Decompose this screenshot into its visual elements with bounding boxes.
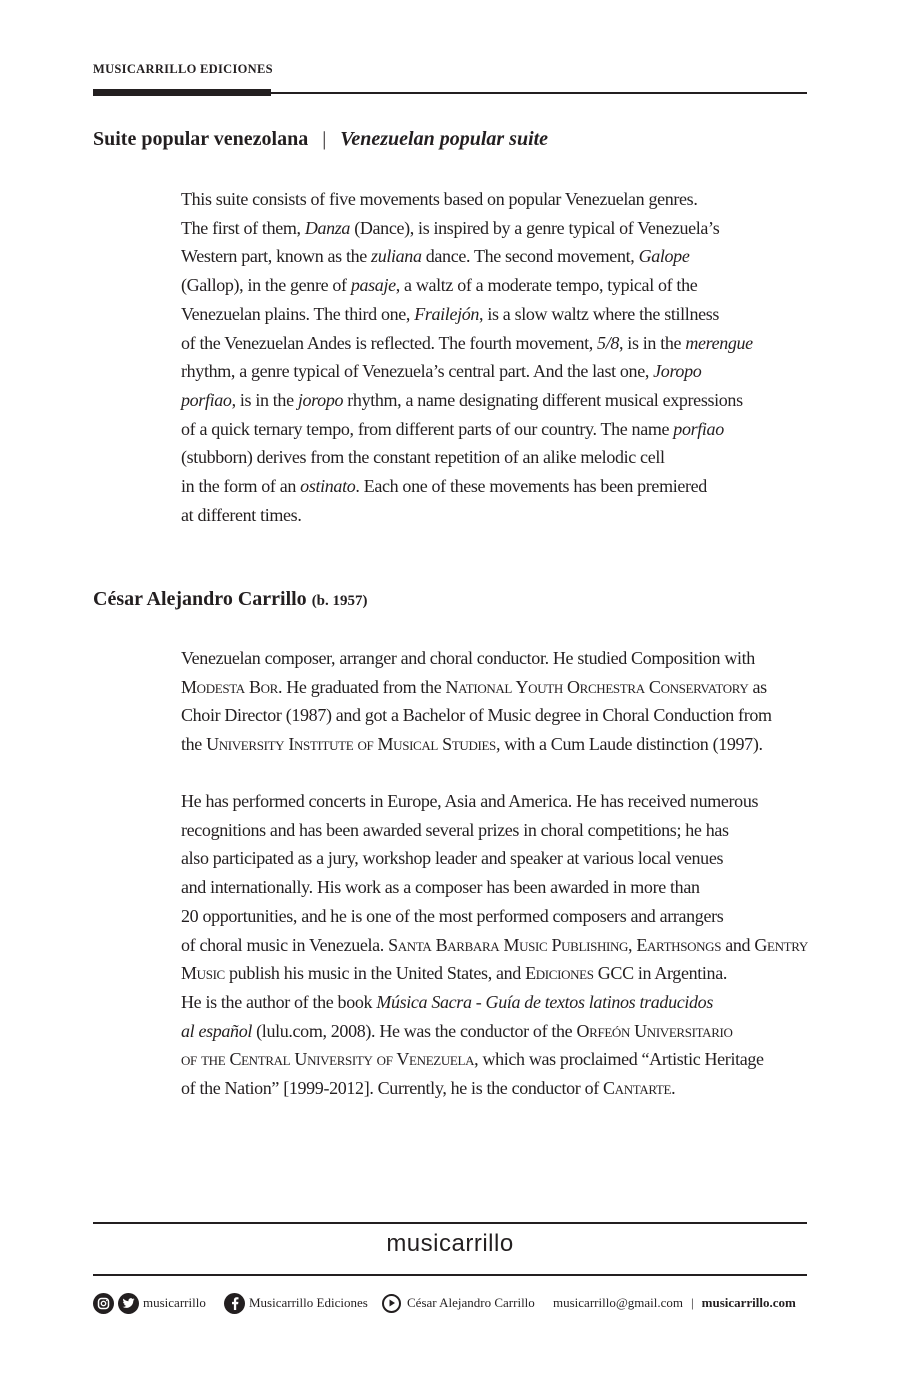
text-run: the: [181, 734, 207, 755]
italic-term: Danza: [304, 217, 351, 238]
title-separator: |: [322, 128, 327, 150]
youtube-group[interactable]: [382, 1291, 535, 1315]
footer-rule-top: [93, 1222, 807, 1224]
musicarrillo-logo: musicarrillo: [386, 1230, 514, 1257]
italic-term: zuliana: [371, 246, 422, 267]
text-run: at different times.: [181, 504, 302, 525]
small-caps-name: Music: [181, 963, 225, 984]
composer-name: César Alejandro Carrillo: [93, 588, 307, 610]
text-line: [181, 1045, 811, 1074]
italic-term: porfiao: [673, 418, 724, 439]
italic-term: 5/8: [597, 332, 619, 353]
text-run: The first of them,: [181, 217, 305, 238]
text-run: in the form of an: [181, 476, 301, 497]
text-run: (lulu.com, 2008). He was the conductor of the: [252, 1020, 577, 1041]
text-line: [181, 787, 811, 816]
footer-divider: |: [691, 1295, 694, 1310]
social-handle: musicarrillo: [143, 1295, 206, 1310]
small-caps-name: Orfeón Universitario: [576, 1020, 733, 1041]
text-run: recognitions and has been awarded several prizes in choral competitions; he has: [181, 819, 729, 840]
small-caps-name: Cantarte: [603, 1078, 672, 1099]
small-caps-name: Modesta Bor: [181, 676, 278, 697]
bio-paragraph-1: [181, 644, 811, 759]
composer-dates: (b. 1957): [311, 593, 368, 609]
italic-term: porfiao: [181, 389, 232, 410]
text-line: [181, 816, 811, 845]
text-line: [181, 673, 811, 702]
text-line: [181, 701, 811, 730]
text-line: [181, 415, 811, 444]
instagram-icon[interactable]: [93, 1293, 114, 1314]
facebook-icon[interactable]: [224, 1293, 245, 1314]
text-run: (stubborn) derives from the constant repetition of an alike melodic cell: [181, 447, 665, 468]
text-run: also participated as a jury, workshop leader and speaker at various local venues: [181, 848, 724, 869]
text-run: , is a slow waltz where the stillness: [479, 303, 720, 324]
twitter-icon[interactable]: [118, 1293, 139, 1314]
email-link[interactable]: musicarrillo@gmail.com: [553, 1295, 684, 1310]
text-line: [181, 214, 811, 243]
text-run: of the Venezuelan Andes is reflected. The fourth movement,: [181, 332, 598, 353]
title-spanish: Suite popular venezolana: [93, 128, 309, 150]
text-run: GCC in Argentina.: [593, 963, 727, 984]
text-run: Western part, known as the: [181, 246, 372, 267]
small-caps-name: Ediciones: [525, 963, 594, 984]
text-run: Venezuelan plains. The third one,: [181, 303, 415, 324]
text-line: [181, 300, 811, 329]
text-line: [181, 730, 811, 759]
text-run: , which was proclaimed “Artistic Heritage: [474, 1049, 764, 1070]
text-line: [181, 844, 811, 873]
suite-description: [181, 185, 811, 529]
text-run: . Each one of these movements has been premiered: [355, 476, 707, 497]
publisher-header: MUSICARRILLO EDICIONES: [93, 62, 273, 76]
social-handle-group[interactable]: [93, 1291, 206, 1315]
text-line: [181, 242, 811, 271]
composer-heading: [93, 588, 368, 611]
website-link[interactable]: musicarrillo.com: [701, 1295, 796, 1310]
text-run: Choir Director (1987) and got a Bachelor of Music degree in Choral Conduction from: [181, 705, 772, 726]
small-caps-name: National Youth Orchestra Conservatory: [445, 676, 749, 697]
text-run: , is in the: [619, 332, 686, 353]
text-line: [181, 644, 811, 673]
text-line: [181, 902, 811, 931]
composer-bio-1: [181, 644, 811, 759]
text-line: [181, 501, 811, 530]
text-line: [181, 959, 811, 988]
text-run: He is the author of the book: [181, 991, 377, 1012]
text-run: , with a Cum Laude distinction (1997).: [495, 734, 763, 755]
text-run: ,: [628, 934, 637, 955]
youtube-icon[interactable]: [382, 1294, 401, 1313]
text-run: of the Nation” [1999-2012]. Currently, he is the conductor of: [181, 1078, 604, 1099]
text-line: [181, 472, 811, 501]
title-english: Venezuelan popular suite: [340, 128, 549, 150]
italic-term: Galope: [638, 246, 690, 267]
footer-rule-bottom: [93, 1274, 807, 1276]
text-line: [181, 329, 811, 358]
small-caps-name: University Institute of Musical Studies: [206, 734, 496, 755]
facebook-name: Musicarrillo Ediciones: [249, 1295, 368, 1310]
text-run: publish his music in the United States, and: [224, 963, 526, 984]
text-run: rhythm, a name designating different musical expressions: [343, 389, 743, 410]
italic-term: Música Sacra - Guía de textos latinos traducidos: [376, 991, 713, 1012]
text-run: (Gallop), in the genre of: [181, 275, 351, 296]
facebook-group[interactable]: [224, 1291, 368, 1315]
contact-links: [553, 1291, 796, 1315]
text-line: [181, 931, 811, 960]
text-run: , is in the: [231, 389, 298, 410]
italic-term: ostinato: [300, 476, 356, 497]
text-run: 20 opportunities, and he is one of the most performed composers and arrangers: [181, 905, 724, 926]
text-run: rhythm, a genre typical of Venezuela’s central part. And the last one,: [181, 361, 654, 382]
text-line: [181, 1074, 811, 1103]
composer-bio-2: [181, 787, 811, 1103]
text-run: He has performed concerts in Europe, Asia and America. He has received numerous: [181, 791, 759, 811]
text-line: [181, 271, 811, 300]
text-run: as: [748, 676, 767, 697]
text-run: , a waltz of a moderate tempo, typical of the: [395, 275, 698, 296]
text-run: . He graduated from the: [277, 676, 446, 697]
bio-paragraph-2: [181, 787, 811, 1103]
text-run: of a quick ternary tempo, from different parts of our country. The name: [181, 418, 674, 439]
small-caps-name: Gentry: [754, 934, 808, 955]
small-caps-name: of the Central University of Venezuela: [181, 1049, 475, 1070]
text-run: .: [671, 1078, 676, 1099]
text-line: [181, 988, 811, 1017]
text-run: This suite consists of five movements based on popular Venezuelan genres.: [181, 189, 698, 209]
footer-contacts: [93, 1291, 807, 1315]
text-line: [181, 357, 811, 386]
small-caps-name: Santa Barbara Music Publishing: [388, 934, 629, 955]
italic-term: Frailejón: [414, 303, 480, 324]
italic-term: pasaje: [350, 275, 396, 296]
text-line: [181, 873, 811, 902]
italic-term: merengue: [685, 332, 753, 353]
small-caps-name: Earthsongs: [636, 934, 722, 955]
text-run: (Dance), is inspired by a genre typical of Venezuela’s: [350, 217, 720, 238]
youtube-name: César Alejandro Carrillo: [407, 1295, 535, 1310]
text-run: of choral music in Venezuela.: [181, 934, 389, 955]
italic-term: Joropo: [653, 361, 702, 382]
text-line: [181, 185, 811, 214]
text-run: and: [721, 934, 755, 955]
text-line: [181, 443, 811, 472]
text-run: and internationally. His work as a composer has been awarded in more than: [181, 877, 700, 898]
text-run: dance. The second movement,: [421, 246, 639, 267]
italic-term: al español: [181, 1020, 252, 1041]
text-run: Venezuelan composer, arranger and choral conductor. He studied Composition with: [181, 648, 755, 668]
italic-term: joropo: [297, 389, 344, 410]
text-line: [181, 1017, 811, 1046]
suite-paragraph: [181, 185, 811, 529]
header-rule-accent: [93, 89, 271, 96]
section-title-suite: [93, 128, 548, 151]
text-line: [181, 386, 811, 415]
